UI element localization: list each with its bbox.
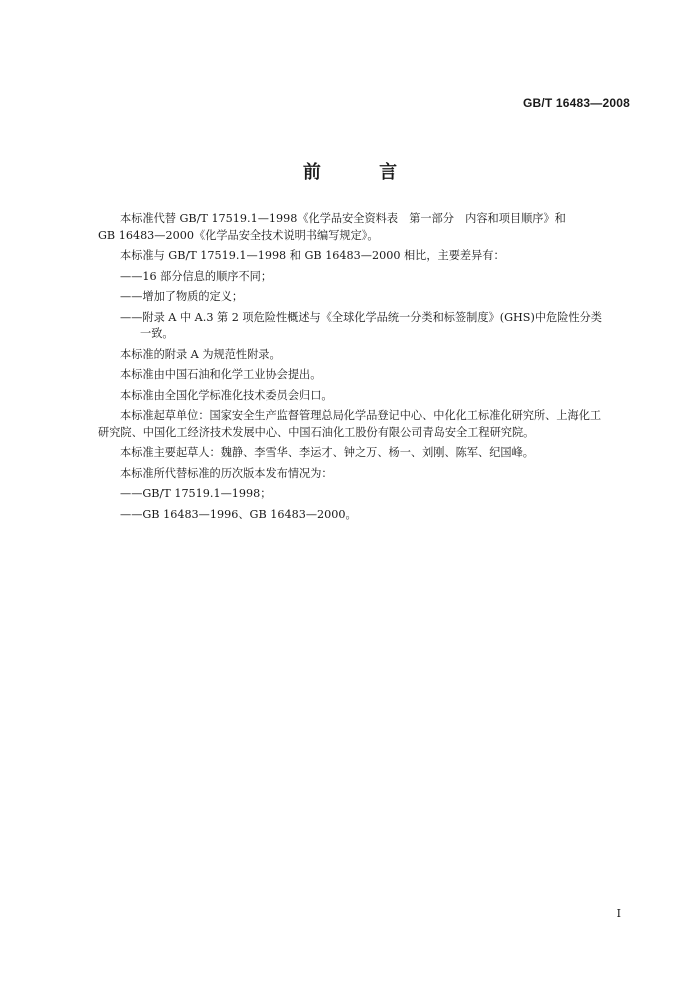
paragraph-line: 本标准代替 GB/T 17519.1—1998《化学品安全资料表 第一部分 内容和项目顺序》和 [120,212,566,225]
standard-code: GB/T 16483—2008 [522,96,630,110]
document-body [98,211,636,527]
paragraph-drafting-units [98,408,636,441]
page-title: 前 言 [302,162,424,183]
paragraph-line: GB 16483—2000《化学品安全技术说明书编写规定》。 [98,228,379,242]
page-number: I [616,907,621,920]
paragraph-replaces [98,211,636,244]
paragraph-annex: 本标准的附录 A 为规范性附录。 [120,347,281,361]
difference-item: ——增加了物质的定义； [120,290,244,303]
history-item: ——GB/T 17519.1—1998； [120,487,272,500]
paragraph-line: 本标准起草单位：国家安全生产监督管理总局化学品登记中心、中化化工标准化研究所、上海化工 [120,409,602,422]
history-item: ——GB 16483—1996、GB 16483—2000。 [120,507,357,521]
difference-item: ——16 部分信息的顺序不同； [120,269,273,283]
paragraph-drafters: 本标准主要起草人：魏静、李雪华、李运才、钟之万、杨一、刘刚、陈军、纪国峰。 [120,446,534,459]
paragraph-line: 研究院、中国化工经济技术发展中心、中国石油化工股份有限公司青岛安全工程研究院。 [98,425,535,439]
difference-item [98,310,636,343]
paragraph-differences-intro: 本标准与 GB/T 17519.1—1998 和 GB 16483—2000 相比，主要差异有： [120,249,505,262]
difference-item-line: 一致。 [140,327,174,340]
paragraph-history-intro: 本标准所代替标准的历次版本发布情况为： [120,466,333,480]
difference-item-line: ——附录 A 中 A.3 第 2 项危险性概述与《全球化学品统一分类和标签制度》(GHS)中危险性分类 [120,310,602,324]
paragraph-centralized-by: 本标准由全国化学标准化技术委员会归口。 [120,388,333,402]
paragraph-proposed-by: 本标准由中国石油和化学工业协会提出。 [120,368,322,381]
